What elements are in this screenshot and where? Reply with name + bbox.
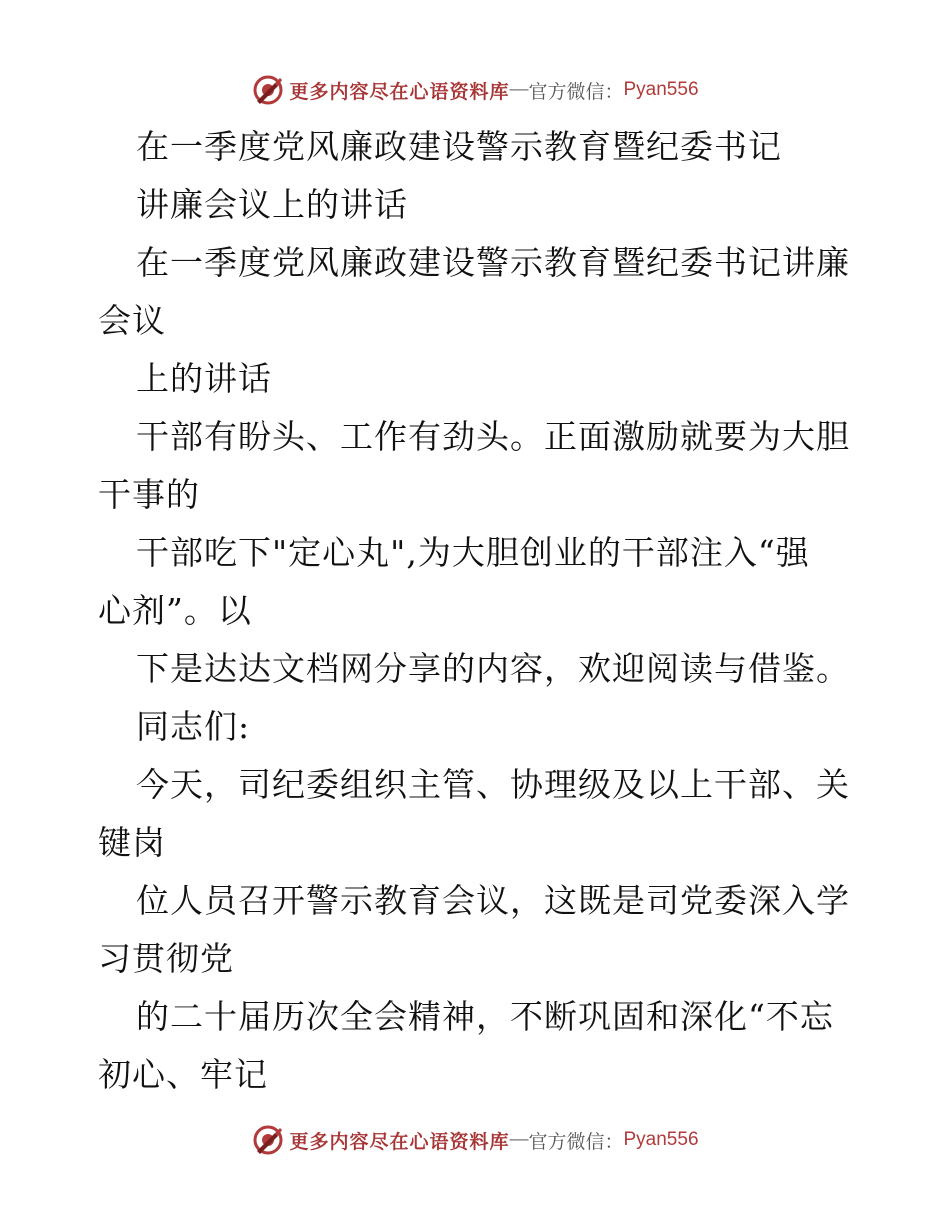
text-line: 同志们: [136, 707, 251, 746]
text-line: 干部有盼头、工作有劲头。正面激励就要为大胆 [136, 417, 850, 456]
text-line: 讲廉会议上的讲话 [136, 185, 408, 224]
text-line: 上的讲话 [136, 359, 272, 398]
text-line: 的二十届历次全会精神，不断巩固和深化“不忘 [136, 997, 834, 1036]
banner-wechat-id: Pyan556 [623, 1129, 699, 1150]
banner-site-text: 更多内容尽在心语资料库 [289, 80, 510, 103]
text-line: 位人员召开警示教育会议，这既是司党委深入学 [136, 881, 850, 920]
footer-banner [0, 1120, 950, 1160]
banner-wechat-label: 官方微信： [528, 1130, 624, 1153]
text-line: 初心、牢记 [98, 1055, 268, 1094]
text-line: 在一季度党风廉政建设警示教育暨纪委书记 [136, 127, 782, 166]
logo-icon [251, 1123, 285, 1157]
text-line: 习贯彻党 [98, 939, 234, 978]
text-line: 心剂”。以 [98, 591, 252, 630]
text-line: 干部吃下"定心丸",为大胆创业的干部注入“强 [136, 533, 810, 572]
text-line: 下是达达文档网分享的内容，欢迎阅读与借鉴。 [136, 649, 850, 688]
text-line: 干事的 [98, 475, 200, 514]
logo-icon [251, 73, 285, 107]
header-banner [0, 70, 950, 110]
document-body [98, 118, 858, 1104]
banner-wechat-label: 官方微信： [528, 80, 624, 103]
banner-site-text: 更多内容尽在心语资料库 [289, 1130, 510, 1153]
banner-dash: — [509, 79, 529, 100]
text-line: 键岗 [98, 823, 166, 862]
text-line: 会议 [98, 301, 166, 340]
text-line: 在一季度党风廉政建设警示教育暨纪委书记讲廉 [136, 243, 850, 282]
banner-wechat-id: Pyan556 [623, 79, 699, 100]
banner-dash: — [509, 1129, 529, 1150]
text-line: 今天，司纪委组织主管、协理级及以上干部、关 [136, 765, 850, 804]
